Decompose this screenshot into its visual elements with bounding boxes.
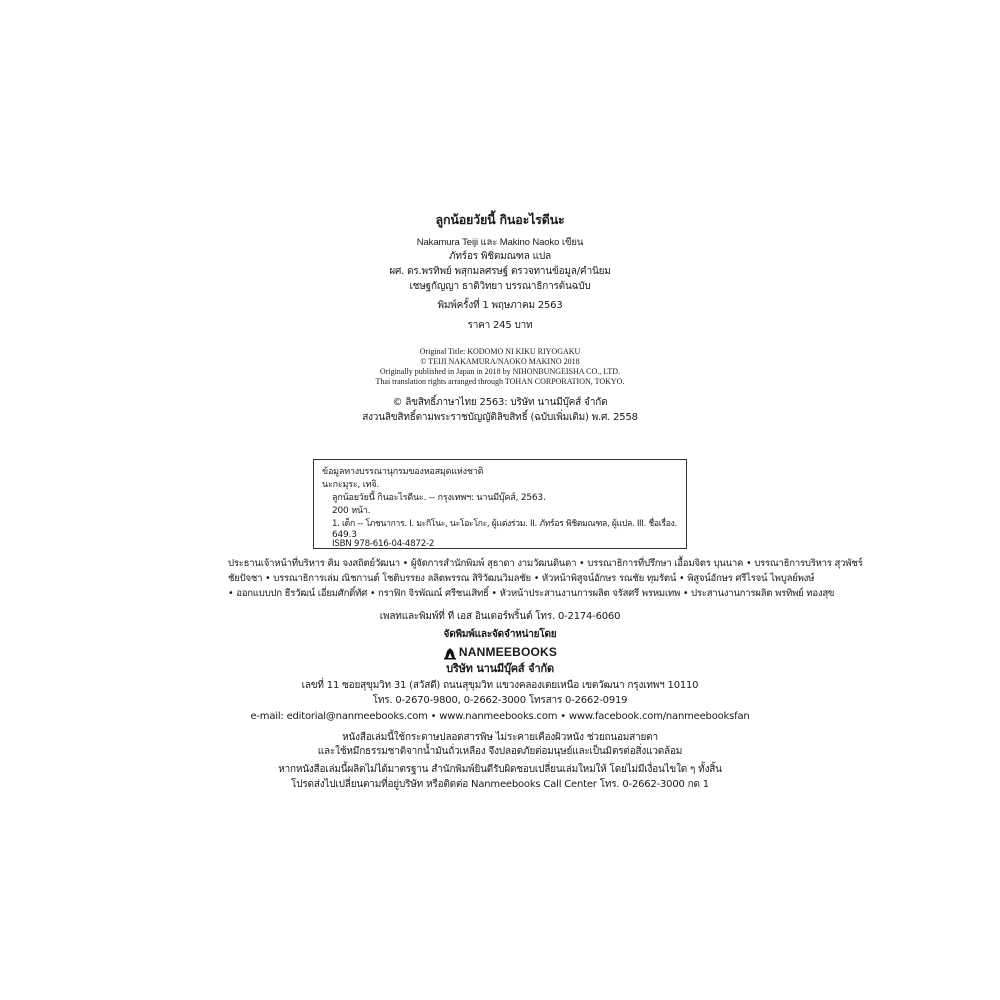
book-title: ลูกน้อยวัยนี้ กินอะไรดีนะ <box>435 212 565 227</box>
cip-subjects: 1. เด็ก -- โภชนาการ. I. มะกิโนะ, นะโอะโกะ, ผู้แต่งร่วม. II. ภัทร์อร พิชิตมณฑล, ผู้แปล. III. ชื่อเรื่อง. <box>332 519 677 529</box>
nanmee-logo-icon <box>443 645 457 659</box>
cataloging-in-publication-box <box>313 459 687 549</box>
price-line: ราคา 245 บาท <box>467 320 533 331</box>
cip-heading: ข้อมูลทางบรรณานุกรมของหอสมุดแห่งชาติ <box>322 467 484 477</box>
publisher-logo-text: NANMEEBOOKS <box>458 645 558 659</box>
editor-line: เชษฐกัญญา ธาดิวิทยา บรรณาธิการต้นฉบับ <box>409 281 591 292</box>
notice-line-2: และใช้หมึกธรรมชาติจากน้ำมันถั่วเหลือง จึงปลอดภัยต่อมนุษย์และเป็นมิตรต่อสิ่งแวดล้อม <box>317 746 683 757</box>
credits-line-3: • ออกแบบปก ธีรวัฒน์ เอี่ยมศักดิ์ทัศ • กราฟิก จิรพัณณ์ ศรีชนเสิทธิ์ • หัวหน้าประสานงานการผลิต จรัสศรี พรหมเทพ • ประสานงานการผลิต พรทิพย์ ทองสุข <box>228 588 835 599</box>
notice-line-1: หนังสือเล่มนี้ใช้กระดาษปลอดสารพิษ ไม่ระคายเคืองผิวหนัง ช่วยถนอมสายตา <box>342 732 658 743</box>
cip-pages: 200 หน้า. <box>332 506 371 516</box>
reviewer-line: ผศ. ดร.พรทิพย์ พสุกมลศรษฐ์ ตรวจทานข้อมูล/คำนิยม <box>389 266 611 277</box>
notice-line-4: โปรดส่งไปเปลี่ยนตามที่อยู่บริษัท หรือติดต่อ Nanmeebooks Call Center โทร. 0-2662-3000 กด 1 <box>291 779 709 790</box>
printer-line: เพลทและพิมพ์ที่ ที เอส อินเตอร์พริ้นต์ โทร. 0-2174-6060 <box>379 611 621 622</box>
authors-line: Nakamura Teiji และ Makino Naoko เขียน <box>416 237 584 248</box>
original-title: Original Title: KODOMO NI KIKU RIYOGAKU <box>419 347 581 356</box>
copyright-act: สงวนลิขสิทธิ์ตามพระราชบัญญัติลิขสิทธิ์ (ฉบับเพิ่มเติม) พ.ศ. 2558 <box>362 412 638 423</box>
translator-line: ภัทร์อร พิชิตมณฑล แปล <box>449 251 551 262</box>
credits-line-2: ชัยปัจชา • บรรณาธิการเล่ม ณิชกานต์ โชติบรรยง ลลิตพรรณ สิริวัฒนวิมลชัย • หัวหน้าพิสูจน์อักษร รณชัย ทุมรัตน์ • พิสูจน์อักษร ศรีไรจน์ ไพบูลย์พงษ์ <box>228 573 815 584</box>
edition-line: พิมพ์ครั้งที่ 1 พฤษภาคม 2563 <box>437 300 563 311</box>
cip-isbn: ISBN 978-616-04-4872-2 <box>332 539 435 549</box>
company-phone: โทร. 0-2670-9800, 0-2662-3000 โทรสาร 0-2662-0919 <box>372 695 628 706</box>
thai-copyright: © ลิขสิทธิ์ภาษาไทย 2563: บริษัท นานมีบุ๊คส์ จำกัด <box>392 397 608 408</box>
company-address: เลขที่ 11 ซอยสุขุมวิท 31 (สวัสดี) ถนนสุขุมวิท แขวงคลองเตยเหนือ เขตวัฒนา กรุงเทพฯ 10110 <box>301 680 699 691</box>
distributor-heading: จัดพิมพ์และจัดจำหน่ายโดย <box>443 629 557 640</box>
cip-title: ลูกน้อยวัยนี้ กินอะไรดีนะ. -- กรุงเทพฯ: นานมีบุ๊คส์, 2563. <box>332 493 546 503</box>
cip-author: นะกะมุระ, เทจิ. <box>322 480 380 490</box>
original-copyright: © TEIJI NAKAMURA/NAOKO MAKINO 2018 <box>420 357 580 366</box>
translation-rights: Thai translation rights arranged through TOHAN CORPORATION, TOKYO. <box>375 377 625 386</box>
credits-line-1: ประธานเจ้าหน้าที่บริหาร คิม จงสถิตย์วัฒนา • ผู้จัดการสำนักพิมพ์ สุธาดา งามวัฒนดินดา • บรรณาธิการที่ปรึกษา เอื้อมจิตร บุนนาค • บรรณาธิการบริหาร สุวพัชร์ <box>228 558 863 569</box>
notice-line-3: หากหนังสือเล่มนี้ผลิตไม่ได้มาตรฐาน สำนักพิมพ์ยินดีรับผิดชอบเปลี่ยนเล่มใหม่ให้ โดยไม่มีเงื่อนไขใด ๆ ทั้งสิ้น <box>278 764 722 775</box>
company-name: บริษัท นานมีบุ๊คส์ จำกัด <box>446 662 554 675</box>
company-contact: e-mail: editorial@nanmeebooks.com • www.nanmeebooks.com • www.facebook.com/nanmeebooksfan <box>250 711 750 722</box>
original-publication: Originally published in Japan in 2018 by NIHONBUNGEISHA CO., LTD. <box>379 367 621 376</box>
cip-classification: 649.3 <box>332 530 357 540</box>
